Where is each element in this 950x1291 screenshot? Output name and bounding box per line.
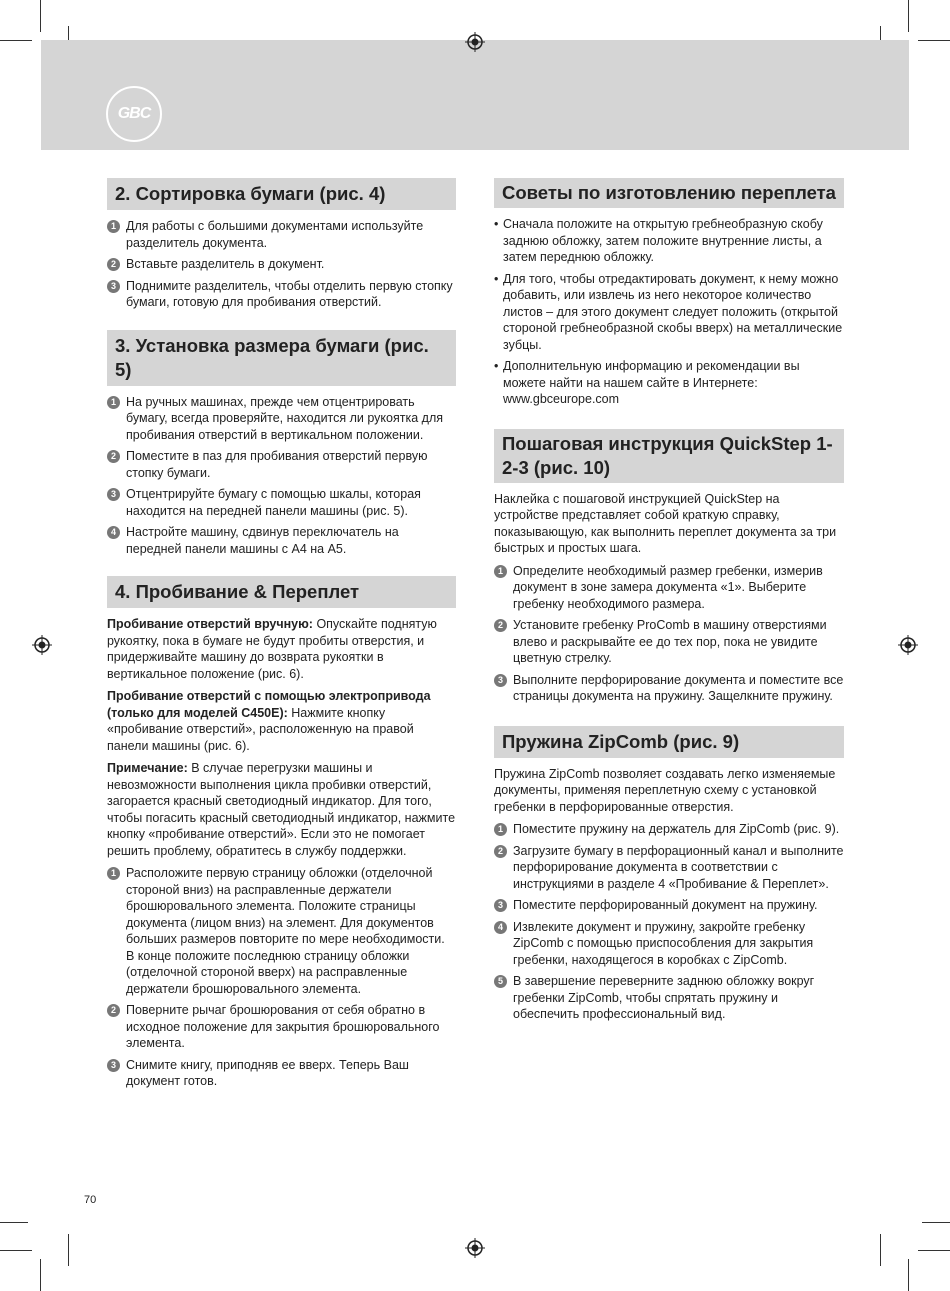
crop-mark: [40, 1259, 41, 1291]
step-3-badge: 3: [107, 1059, 120, 1072]
list-item: 3 Поместите перфорированный документ на пружину.: [494, 897, 844, 914]
header-band: [41, 40, 909, 150]
crop-mark: [908, 1259, 909, 1291]
list-item: 3 Выполните перфорирование документа и поместите все страницы документа на пружину. Защелкните пружину.: [494, 672, 844, 705]
crop-mark: [918, 40, 950, 41]
list-item: 1 Определите необходимый размер гребенки, измерив документ в зоне замера документа «1». Выберите гребенку необходимого размера.: [494, 563, 844, 613]
list-item: 1 Поместите пружину на держатель для ZipComb (рис. 9).: [494, 821, 844, 838]
list-item: 2 Загрузите бумагу в перфорационный канал и выполните перфорирование документа в соответствии с инструкциями в разделе 4 «Пробивание & Переплет».: [494, 843, 844, 893]
crop-mark: [880, 1234, 881, 1266]
step-3-badge: 3: [494, 674, 507, 687]
step-1-badge: 1: [107, 867, 120, 880]
list-item: 2 Поверните рычаг брошюрования от себя обратно в исходное положение для закрытия брошюровального элемента.: [107, 1002, 456, 1052]
manual-punch-paragraph: Пробивание отверстий вручную: Опускайте поднятую рукоятку, пока в бумаге не будут пробиты отверстия, и придерживайте машину до возврата рукоятки в вертикальное положение (рис. 6).: [107, 617, 437, 681]
step-1-badge: 1: [494, 823, 507, 836]
crop-mark: [908, 0, 909, 32]
list-item: • Дополнительную информацию и рекомендации вы можете найти на нашем сайте в Интернете: www.gbceurope.com: [494, 359, 800, 406]
section-4-heading: 4. Пробивание & Переплет: [107, 576, 456, 608]
bullet-icon: •: [494, 359, 499, 373]
step-2-badge: 2: [107, 1004, 120, 1017]
bullet-icon: •: [494, 271, 499, 286]
registration-mark-icon: [898, 635, 918, 655]
step-4-badge: 4: [494, 921, 507, 934]
list-item: 4 Извлеките документ и пружину, закройте гребенку ZipComb с помощью приспособления для закрытия гребенки, находящегося в коробках с ZipComb.: [494, 919, 844, 969]
zipcomb-intro: Пружина ZipComb позволяет создавать легко изменяемые документы, применяя переплетную схему с установкой гребенки в перфорированные отверстия.: [494, 766, 836, 814]
crop-mark: [918, 1250, 950, 1251]
registration-mark-icon: [32, 635, 52, 655]
registration-mark-icon: [465, 32, 485, 52]
step-1-badge: 1: [107, 396, 120, 409]
crop-mark: [922, 1222, 950, 1223]
list-item: 1 Расположите первую страницу обложки (отделочной стороной вниз) на расправленные держатели брошюровального элемента. Положите страницы документа (лицом вниз) на элемент. Для документов больших размеров повторите по мере необходимости. В конце положите последнюю страницу обложки (отделочной стороной вверх) на расправленные держатели брошюровального элемента.: [107, 865, 456, 997]
crop-mark: [0, 1222, 28, 1223]
list-item: 1 На ручных машинах, прежде чем отцентрировать бумагу, всегда проверяйте, находится ли рукоятка для пробивания отверстий в вертикальном положении.: [107, 394, 456, 444]
list-item: 3 Снимите книгу, приподняв ее вверх. Теперь Ваш документ готов.: [107, 1057, 456, 1090]
step-1-badge: 1: [107, 220, 120, 233]
step-2-badge: 2: [107, 258, 120, 271]
section-2-heading: 2. Сортировка бумаги (рис. 4): [107, 178, 456, 210]
step-3-badge: 3: [107, 280, 120, 293]
list-item: 2 Установите гребенку ProComb в машину отверстиями влево и раскрывайте ее до тех пор, пока не увидите цветную стрелку.: [494, 617, 844, 667]
step-4-badge: 4: [107, 526, 120, 539]
crop-mark: [0, 1250, 32, 1251]
quickstep-intro: Наклейка с пошаговой инструкцией QuickStep на устройстве представляет собой краткую справку, показывающую, как выполнить переплет документа за три быстрых и простых шага.: [494, 491, 837, 555]
bullet-icon: •: [494, 217, 499, 231]
step-2-badge: 2: [494, 619, 507, 632]
zipcomb-heading: Пружина ZipComb (рис. 9): [494, 726, 844, 758]
step-3-badge: 3: [107, 488, 120, 501]
page-number: 70: [84, 1194, 97, 1206]
list-item: 4 Настройте машину, сдвинув переключатель на передней панели машины с А4 на А5.: [107, 524, 456, 557]
crop-mark: [68, 1234, 69, 1266]
list-item: 2 Поместите в паз для пробивания отверстий первую стопку бумаги.: [107, 448, 456, 481]
step-1-badge: 1: [494, 565, 507, 578]
crop-mark: [0, 40, 32, 41]
tips-heading: Советы по изготовлению переплета: [494, 178, 844, 208]
list-item: 3 Поднимите разделитель, чтобы отделить первую стопку бумаги, готовую для пробивания отверстий.: [107, 278, 456, 311]
gbc-logo: GBC: [106, 86, 162, 142]
step-2-badge: 2: [494, 845, 507, 858]
list-item: 1 Для работы с большими документами используйте разделитель документа.: [107, 218, 456, 251]
step-5-badge: 5: [494, 975, 507, 988]
crop-mark: [40, 0, 41, 32]
list-item: 2 Вставьте разделитель в документ.: [107, 256, 456, 273]
step-3-badge: 3: [494, 899, 507, 912]
step-2-badge: 2: [107, 450, 120, 463]
section-3-heading: 3. Установка размера бумаги (рис. 5): [107, 330, 456, 386]
quickstep-heading: Пошаговая инструкция QuickStep 1-2-3 (рис. 10): [494, 429, 844, 483]
list-item: 3 Отцентрируйте бумагу с помощью шкалы, которая находится на передней панели машины (рис. 5).: [107, 486, 456, 519]
list-item: • Для того, чтобы отредактировать документ, к нему можно добавить, или извлечь из него некоторое количество листов – для этого документ следует положить (открытой стороной гребнеобразной скобы вверх) на металлические зубцы.: [494, 271, 843, 352]
left-column: [107, 178, 456, 1095]
note-paragraph: Примечание: В случае перегрузки машины и невозможности выполнения цикла пробивки отверстий, загорается красный светодиодный индикатор. Для того, чтобы погасить красный светодиодный индикатор, нажмите кнопку «пробивание отверстий». Если это не помогает решить проблему, обратитесь в службу поддержки.: [107, 761, 456, 858]
list-item: • Сначала положите на открытую гребнеобразную скобу заднюю обложку, затем положите внутренние листы, а затем переднюю обложку.: [494, 217, 823, 264]
electric-punch-paragraph: Пробивание отверстий с помощью электропривода (только для моделей C450E): Нажмите кнопку «пробивание отверстий», расположенную на правой панели машины (рис. 6).: [107, 689, 431, 753]
right-column: [494, 178, 844, 1028]
list-item: 5 В завершение переверните заднюю обложку вокруг гребенки ZipComb, чтобы спрятать пружину и обеспечить профессиональный вид.: [494, 973, 844, 1023]
registration-mark-icon: [465, 1238, 485, 1258]
